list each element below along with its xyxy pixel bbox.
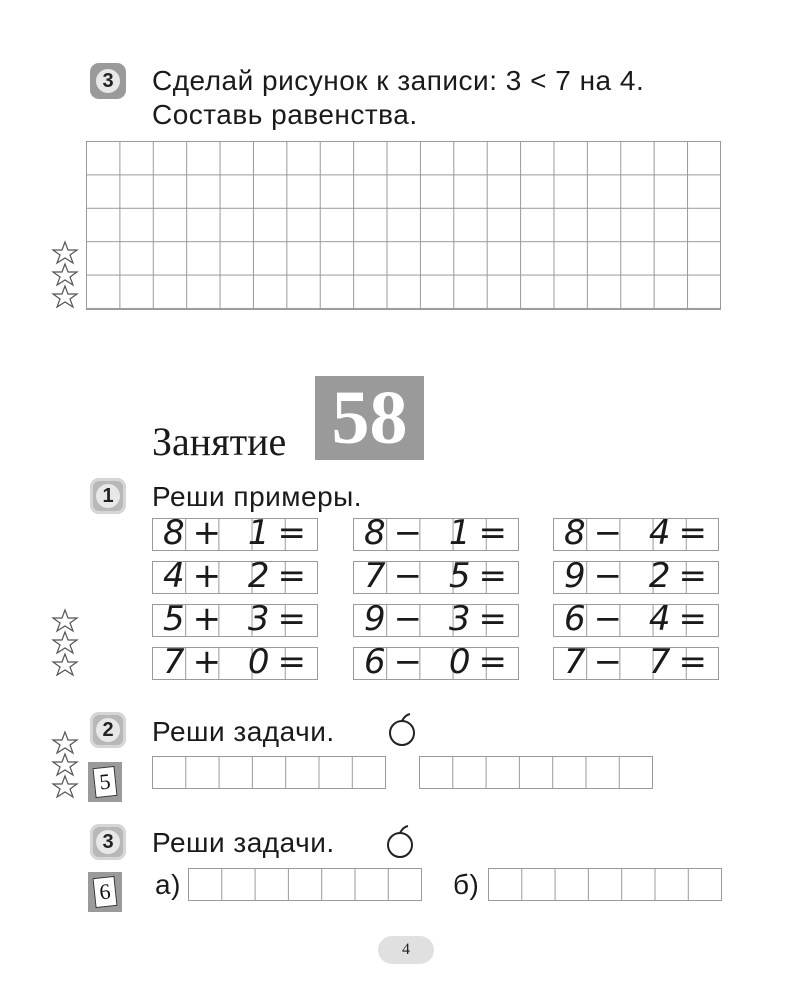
- drawing-grid[interactable]: [86, 141, 721, 310]
- example-row[interactable]: [553, 599, 719, 639]
- example-text: 8+ 1=: [163, 513, 315, 553]
- example-row[interactable]: [553, 556, 719, 596]
- difficulty-stars-icon: [50, 730, 80, 800]
- lesson-number: 58: [315, 376, 424, 460]
- example-row[interactable]: [152, 513, 318, 553]
- answer-cells[interactable]: [152, 756, 386, 789]
- page-number: 4: [378, 936, 434, 964]
- example-text: 8− 4=: [564, 513, 716, 553]
- answer-cells[interactable]: [419, 756, 653, 789]
- problem-card-number: 5: [92, 766, 117, 798]
- task-instruction: Реши примеры.: [152, 481, 363, 512]
- example-text: 7− 7=: [564, 642, 716, 682]
- task-number-badge: [90, 478, 126, 514]
- example-row[interactable]: [353, 556, 519, 596]
- example-row[interactable]: [553, 642, 719, 682]
- task-number-badge: [90, 824, 126, 860]
- lesson-title: Занятие: [152, 419, 287, 464]
- example-text: 8− 1=: [364, 513, 516, 553]
- example-row[interactable]: [353, 513, 519, 553]
- task-instruction-line1: Сделай рисунок к записи: 3 < 7 на 4.: [152, 65, 645, 96]
- task-number-badge: [90, 63, 126, 99]
- example-row[interactable]: [152, 599, 318, 639]
- task-instruction-line2: Составь равенства.: [152, 99, 418, 130]
- task-number-badge: [90, 712, 126, 748]
- task-instruction: Реши задачи.: [152, 827, 335, 858]
- answer-cells[interactable]: [488, 868, 722, 901]
- example-row[interactable]: [353, 599, 519, 639]
- example-row[interactable]: [353, 642, 519, 682]
- apple-icon: [384, 824, 416, 860]
- example-text: 7− 5=: [364, 556, 516, 596]
- task-number: 3: [96, 830, 120, 854]
- example-text: 4+ 2=: [163, 556, 315, 596]
- example-text: 6− 4=: [564, 599, 716, 639]
- example-row[interactable]: [553, 513, 719, 553]
- task-instruction: Реши задачи.: [152, 716, 335, 747]
- task-number: 2: [96, 718, 120, 742]
- problem-card-icon: [88, 762, 122, 802]
- task-instruction: [152, 64, 644, 132]
- example-text: 6− 0=: [364, 642, 516, 682]
- example-text: 9− 3=: [364, 599, 516, 639]
- task-number: 3: [96, 69, 120, 93]
- example-text: 7+ 0=: [163, 642, 315, 682]
- problem-card-icon: [88, 872, 122, 912]
- difficulty-stars-icon: [50, 240, 80, 310]
- example-row[interactable]: [152, 556, 318, 596]
- task-number: 1: [96, 484, 120, 508]
- subtask-label-b: б): [453, 869, 480, 900]
- problem-card-number: 6: [92, 876, 117, 908]
- subtask-label-a: а): [155, 869, 181, 900]
- apple-icon: [386, 712, 418, 748]
- example-text: 5+ 3=: [163, 599, 315, 639]
- example-row[interactable]: [152, 642, 318, 682]
- example-text: 9− 2=: [564, 556, 716, 596]
- answer-cells[interactable]: [188, 868, 422, 901]
- difficulty-stars-icon: [50, 608, 80, 678]
